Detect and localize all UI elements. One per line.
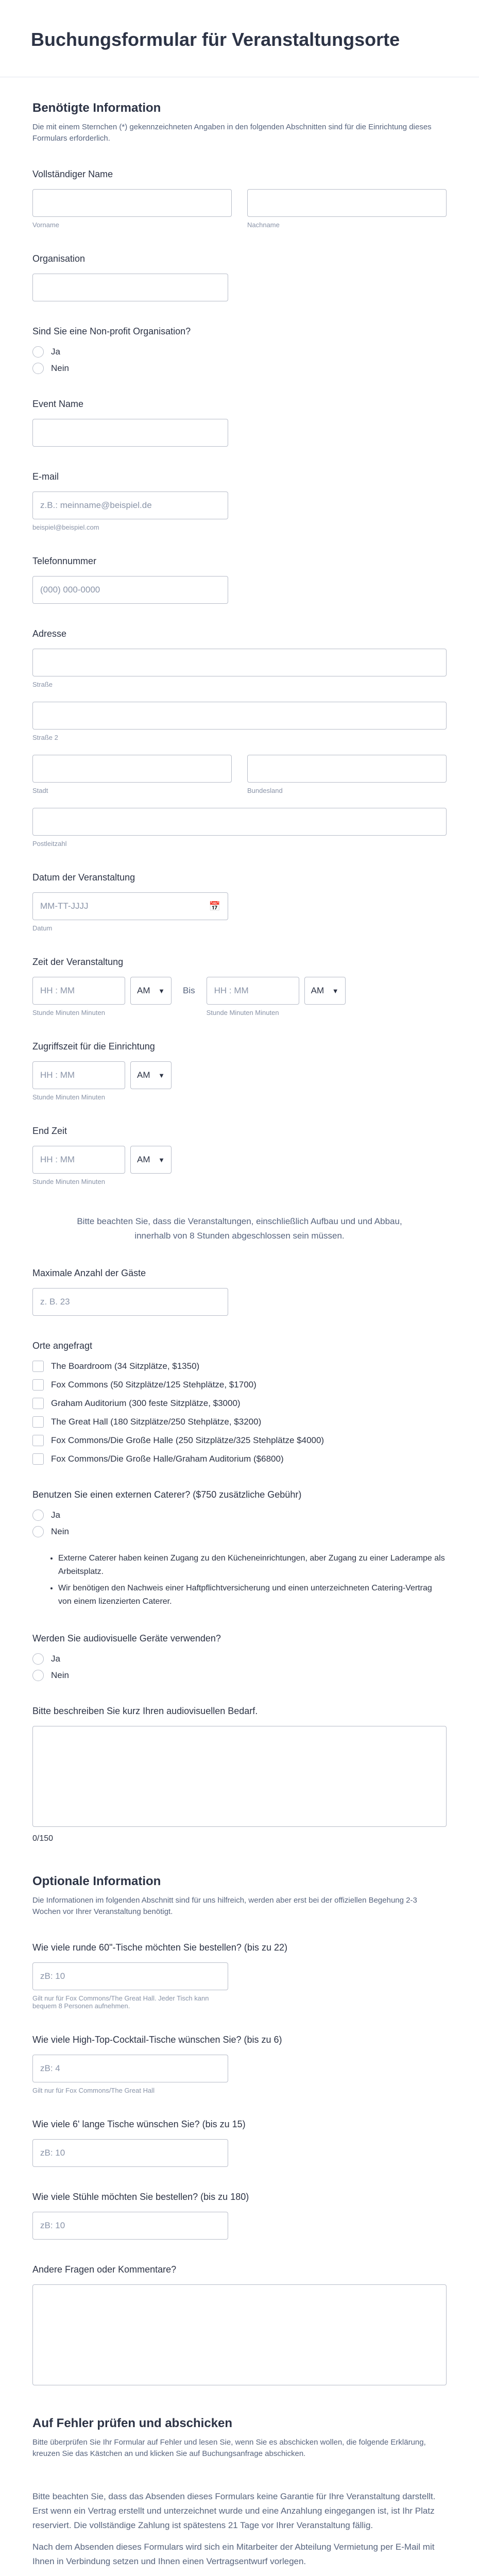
radio-label: Ja xyxy=(51,1654,60,1664)
section-required-heading: Benötigte Information xyxy=(32,101,161,115)
radio-circle-icon xyxy=(32,346,44,358)
access-time-input[interactable]: HH : MM xyxy=(32,1061,125,1089)
zip-input[interactable] xyxy=(32,808,447,836)
nonprofit-field xyxy=(32,326,447,374)
date-placeholder: MM-TT-JJJJ xyxy=(40,901,89,911)
section-optional-desc: Die Informationen im folgenden Abschnitt sind für uns hilfreich, werden aber erst bei der offiziellen Begehung 2-3 Wochen vor Ihrer Veranstaltung benötigt. xyxy=(32,1896,417,1916)
address-field xyxy=(32,629,447,848)
full-name-field xyxy=(32,169,447,229)
event-name-label: Event Name xyxy=(32,399,84,409)
caterer-no-radio[interactable] xyxy=(32,1526,447,1537)
ampm-value: AM xyxy=(311,986,324,995)
caterer-notes xyxy=(32,1552,447,1608)
radio-circle-icon xyxy=(32,1526,44,1537)
checkbox-icon xyxy=(32,1361,44,1372)
booking-form xyxy=(0,101,479,2576)
av-yes-radio[interactable] xyxy=(32,1653,447,1665)
venue-checkbox[interactable] xyxy=(32,1398,447,1409)
organisation-field xyxy=(32,253,447,301)
organisation-input[interactable] xyxy=(32,274,228,301)
checkbox-icon xyxy=(32,1379,44,1391)
form-header xyxy=(0,0,479,77)
radio-label: Nein xyxy=(51,363,69,373)
guests-input[interactable]: z. B. 23 xyxy=(32,1288,228,1316)
round-tables-field xyxy=(32,1942,447,2010)
venue-checkbox[interactable] xyxy=(32,1361,447,1372)
long-tables-input[interactable]: zB: 10 xyxy=(32,2139,228,2167)
duration-note: Bitte beachten Sie, dass die Veranstaltungen, einschließlich Aufbau und und Abbau, innerhalb von 8 Stunden abgeschlossen sein müssen. xyxy=(77,1216,402,1241)
checkbox-icon xyxy=(32,1398,44,1409)
end-only-ampm-select[interactable] xyxy=(130,1146,172,1174)
city-sublabel: Stadt xyxy=(32,787,48,794)
end-time-field xyxy=(32,1126,447,1185)
list-item: • Wir benötigen den Nachweis einer Haftpflichtversicherung und einen unterzeichneten Catering-Vertrag von einem lizenzierten Caterer. xyxy=(58,1582,447,1608)
end-ampm-select[interactable] xyxy=(304,977,346,1005)
chairs-field xyxy=(32,2192,447,2240)
access-time-field xyxy=(32,1041,447,1101)
caterer-label: Benutzen Sie einen externen Caterer? ($750 zusätzliche Gebühr) xyxy=(32,1489,302,1500)
section-required xyxy=(32,101,447,144)
venue-checkbox[interactable] xyxy=(32,1453,447,1465)
state-sublabel: Bundesland xyxy=(247,787,283,794)
chevron-down-icon: ▼ xyxy=(158,1071,165,1079)
calendar-icon[interactable]: 📅 xyxy=(209,901,220,911)
email-label: E-mail xyxy=(32,471,59,482)
time-to-label: Bis xyxy=(183,986,195,995)
section-optional-heading: Optionale Information xyxy=(32,1874,161,1888)
city-input[interactable] xyxy=(32,755,232,783)
chevron-down-icon: ▼ xyxy=(332,987,339,995)
last-name-input[interactable] xyxy=(247,189,447,217)
nonprofit-yes-radio[interactable] xyxy=(32,346,447,358)
access-time-sublabel: Stunde Minuten Minuten xyxy=(32,1093,105,1101)
end-time-input[interactable]: HH : MM xyxy=(207,977,299,1005)
radio-label: Ja xyxy=(51,347,60,357)
guests-field xyxy=(32,1268,447,1316)
radio-circle-icon xyxy=(32,1510,44,1521)
section-required-desc: Die mit einem Sternchen (*) gekennzeichneten Angaben in den folgenden Abschnitten sind für die Einrichtung dieses Formulars erforderlich. xyxy=(32,123,432,143)
ampm-value: AM xyxy=(137,1070,150,1080)
round-tables-label: Wie viele runde 60"-Tische möchten Sie bestellen? (bis zu 22) xyxy=(32,1942,287,1953)
start-time-sublabel: Stunde Minuten Minuten xyxy=(32,1009,105,1016)
section-submit-heading: Auf Fehler prüfen und abschicken xyxy=(32,2416,233,2430)
radio-label: Ja xyxy=(51,1510,60,1520)
nonprofit-label: Sind Sie eine Non-profit Organisation? xyxy=(32,326,191,336)
long-tables-label: Wie viele 6' lange Tische wünschen Sie? (bis zu 15) xyxy=(32,2119,246,2129)
cocktail-tables-sublabel: Gilt nur für Fox Commons/The Great Hall xyxy=(32,2087,155,2094)
event-date-field xyxy=(32,872,447,932)
final-note-2: Nach dem Absenden dieses Formulars wird sich ein Mitarbeiter der Abteilung Vermietung per E-Mail mit Ihnen in Verbindung setzen und Ihnen einen Vertragsentwurf vorlegen. xyxy=(32,2542,435,2566)
section-optional xyxy=(32,1874,447,1918)
checkbox-icon xyxy=(32,1435,44,1446)
checkbox-label: Fox Commons/Die Große Halle (250 Sitzplätze/325 Stehplätze $4000) xyxy=(51,1435,324,1445)
av-field xyxy=(32,1633,447,1681)
organisation-label: Organisation xyxy=(32,253,85,264)
radio-circle-icon xyxy=(32,363,44,374)
end-time-label: End Zeit xyxy=(32,1126,67,1136)
av-description-label: Bitte beschreiben Sie kurz Ihren audiovisuellen Bedarf. xyxy=(32,1706,258,1716)
ampm-value: AM xyxy=(137,1155,150,1164)
section-submit xyxy=(32,2416,447,2460)
char-counter: 0/150 xyxy=(32,1834,54,1843)
checkbox-icon xyxy=(32,1416,44,1428)
long-tables-field xyxy=(32,2119,447,2167)
chevron-down-icon: ▼ xyxy=(158,1156,165,1164)
event-time-field xyxy=(32,957,447,1016)
av-description-field xyxy=(32,1706,447,1843)
guests-label: Maximale Anzahl der Gäste xyxy=(32,1268,146,1278)
caterer-field xyxy=(32,1489,447,1608)
list-item: • Externe Caterer haben keinen Zugang zu den Kücheneinrichtungen, aber Zugang zu einer Laderampe als Arbeitsplatz. xyxy=(58,1552,447,1579)
street2-input[interactable] xyxy=(32,702,447,730)
cocktail-tables-field xyxy=(32,2035,447,2094)
section-submit-desc: Bitte überprüfen Sie Ihr Formular auf Fehler und lesen Sie, wenn Sie es abschicken wollen, die folgende Erklärung, kreuzen Sie das Kästchen an und klicken Sie auf Buchungsanfrage abschicken. xyxy=(32,2438,426,2458)
zip-sublabel: Postleitzahl xyxy=(32,840,67,848)
end-time-only-input[interactable]: HH : MM xyxy=(32,1146,125,1174)
form-title: Buchungsformular für Veranstaltungsorte xyxy=(31,29,400,50)
radio-label: Nein xyxy=(51,1670,69,1680)
start-ampm-select[interactable] xyxy=(130,977,172,1005)
event-date-label: Datum der Veranstaltung xyxy=(32,872,135,883)
checkbox-label: The Boardroom (34 Sitzplätze, $1350) xyxy=(51,1361,200,1371)
event-date-sublabel: Datum xyxy=(32,924,53,932)
av-description-textarea[interactable] xyxy=(32,1726,447,1827)
event-time-label: Zeit der Veranstaltung xyxy=(32,957,124,967)
comments-field xyxy=(32,2264,447,2385)
email-input[interactable]: z.B.: meinname@beispiel.de xyxy=(32,492,228,519)
comments-label: Andere Fragen oder Kommentare? xyxy=(32,2264,177,2275)
venues-label: Orte angefragt xyxy=(32,1341,93,1351)
comments-textarea[interactable] xyxy=(32,2284,447,2385)
round-tables-sublabel: Gilt nur für Fox Commons/The Great Hall. Jeder Tisch kann bequem 8 Personen aufnehmen. xyxy=(32,1994,209,2010)
first-name-input[interactable] xyxy=(32,189,232,217)
chevron-down-icon: ▼ xyxy=(158,987,165,995)
full-name-label: Vollständiger Name xyxy=(32,169,113,179)
street-input[interactable] xyxy=(32,649,447,676)
checkbox-icon xyxy=(32,1453,44,1465)
av-no-radio[interactable] xyxy=(32,1670,447,1681)
caterer-yes-radio[interactable] xyxy=(32,1510,447,1521)
state-input[interactable] xyxy=(247,755,447,783)
street-sublabel: Straße xyxy=(32,681,53,688)
checkbox-label: Graham Auditorium (300 feste Sitzplätze, $3000) xyxy=(51,1398,241,1408)
radio-circle-icon xyxy=(32,1670,44,1681)
email-field xyxy=(32,471,447,531)
start-time-input[interactable]: HH : MM xyxy=(32,977,125,1005)
phone-field xyxy=(32,556,447,604)
access-time-label: Zugriffszeit für die Einrichtung xyxy=(32,1041,155,1052)
end-time-sublabel: Stunde Minuten Minuten xyxy=(206,1009,279,1016)
event-name-input[interactable] xyxy=(32,419,228,447)
checkbox-label: Fox Commons (50 Sitzplätze/125 Stehplätze, $1700) xyxy=(51,1380,256,1389)
phone-input[interactable]: (000) 000-0000 xyxy=(32,576,228,604)
event-name-field xyxy=(32,399,447,447)
venue-checkbox[interactable] xyxy=(32,1435,447,1446)
street2-sublabel: Straße 2 xyxy=(32,734,58,741)
round-tables-input[interactable]: zB: 10 xyxy=(32,1962,228,1990)
access-ampm-select[interactable] xyxy=(130,1061,172,1089)
end-time-only-sublabel: Stunde Minuten Minuten xyxy=(32,1178,105,1185)
av-label: Werden Sie audiovisuelle Geräte verwenden? xyxy=(32,1633,221,1643)
venue-checkbox[interactable] xyxy=(32,1379,447,1391)
venue-checkbox[interactable] xyxy=(32,1416,447,1428)
phone-label: Telefonnummer xyxy=(32,556,97,566)
nonprofit-no-radio[interactable] xyxy=(32,363,447,374)
radio-label: Nein xyxy=(51,1527,69,1536)
radio-circle-icon xyxy=(32,1653,44,1665)
chairs-label: Wie viele Stühle möchten Sie bestellen? (bis zu 180) xyxy=(32,2192,249,2202)
final-note-1: Bitte beachten Sie, dass das Absenden dieses Formulars keine Garantie für Ihre Veranstaltung darstellt. Erst wenn ein Vertrag erstellt und unterzeichnet wurde und eine Anzahlung eingegangen ist, ist Ihr Platz reserviert. Die vollständige Zahlung ist spätestens 21 Tage vor Ihrer Veranstaltung fällig. xyxy=(32,2492,436,2530)
cocktail-tables-label: Wie viele High-Top-Cocktail-Tische wünschen Sie? (bis zu 6) xyxy=(32,2035,282,2045)
checkbox-label: The Great Hall (180 Sitzplätze/250 Stehplätze, $3200) xyxy=(51,1417,262,1427)
chairs-input[interactable]: zB: 10 xyxy=(32,2212,228,2240)
ampm-value: AM xyxy=(137,986,150,995)
address-label: Adresse xyxy=(32,629,67,639)
checkbox-label: Fox Commons/Die Große Halle/Graham Auditorium ($6800) xyxy=(51,1454,284,1464)
event-date-input[interactable] xyxy=(32,892,228,920)
venues-field xyxy=(32,1341,447,1465)
last-name-sublabel: Nachname xyxy=(247,221,280,229)
first-name-sublabel: Vorname xyxy=(32,221,60,229)
cocktail-tables-input[interactable]: zB: 4 xyxy=(32,2055,228,2082)
email-sublabel: beispiel@beispiel.com xyxy=(32,523,99,531)
